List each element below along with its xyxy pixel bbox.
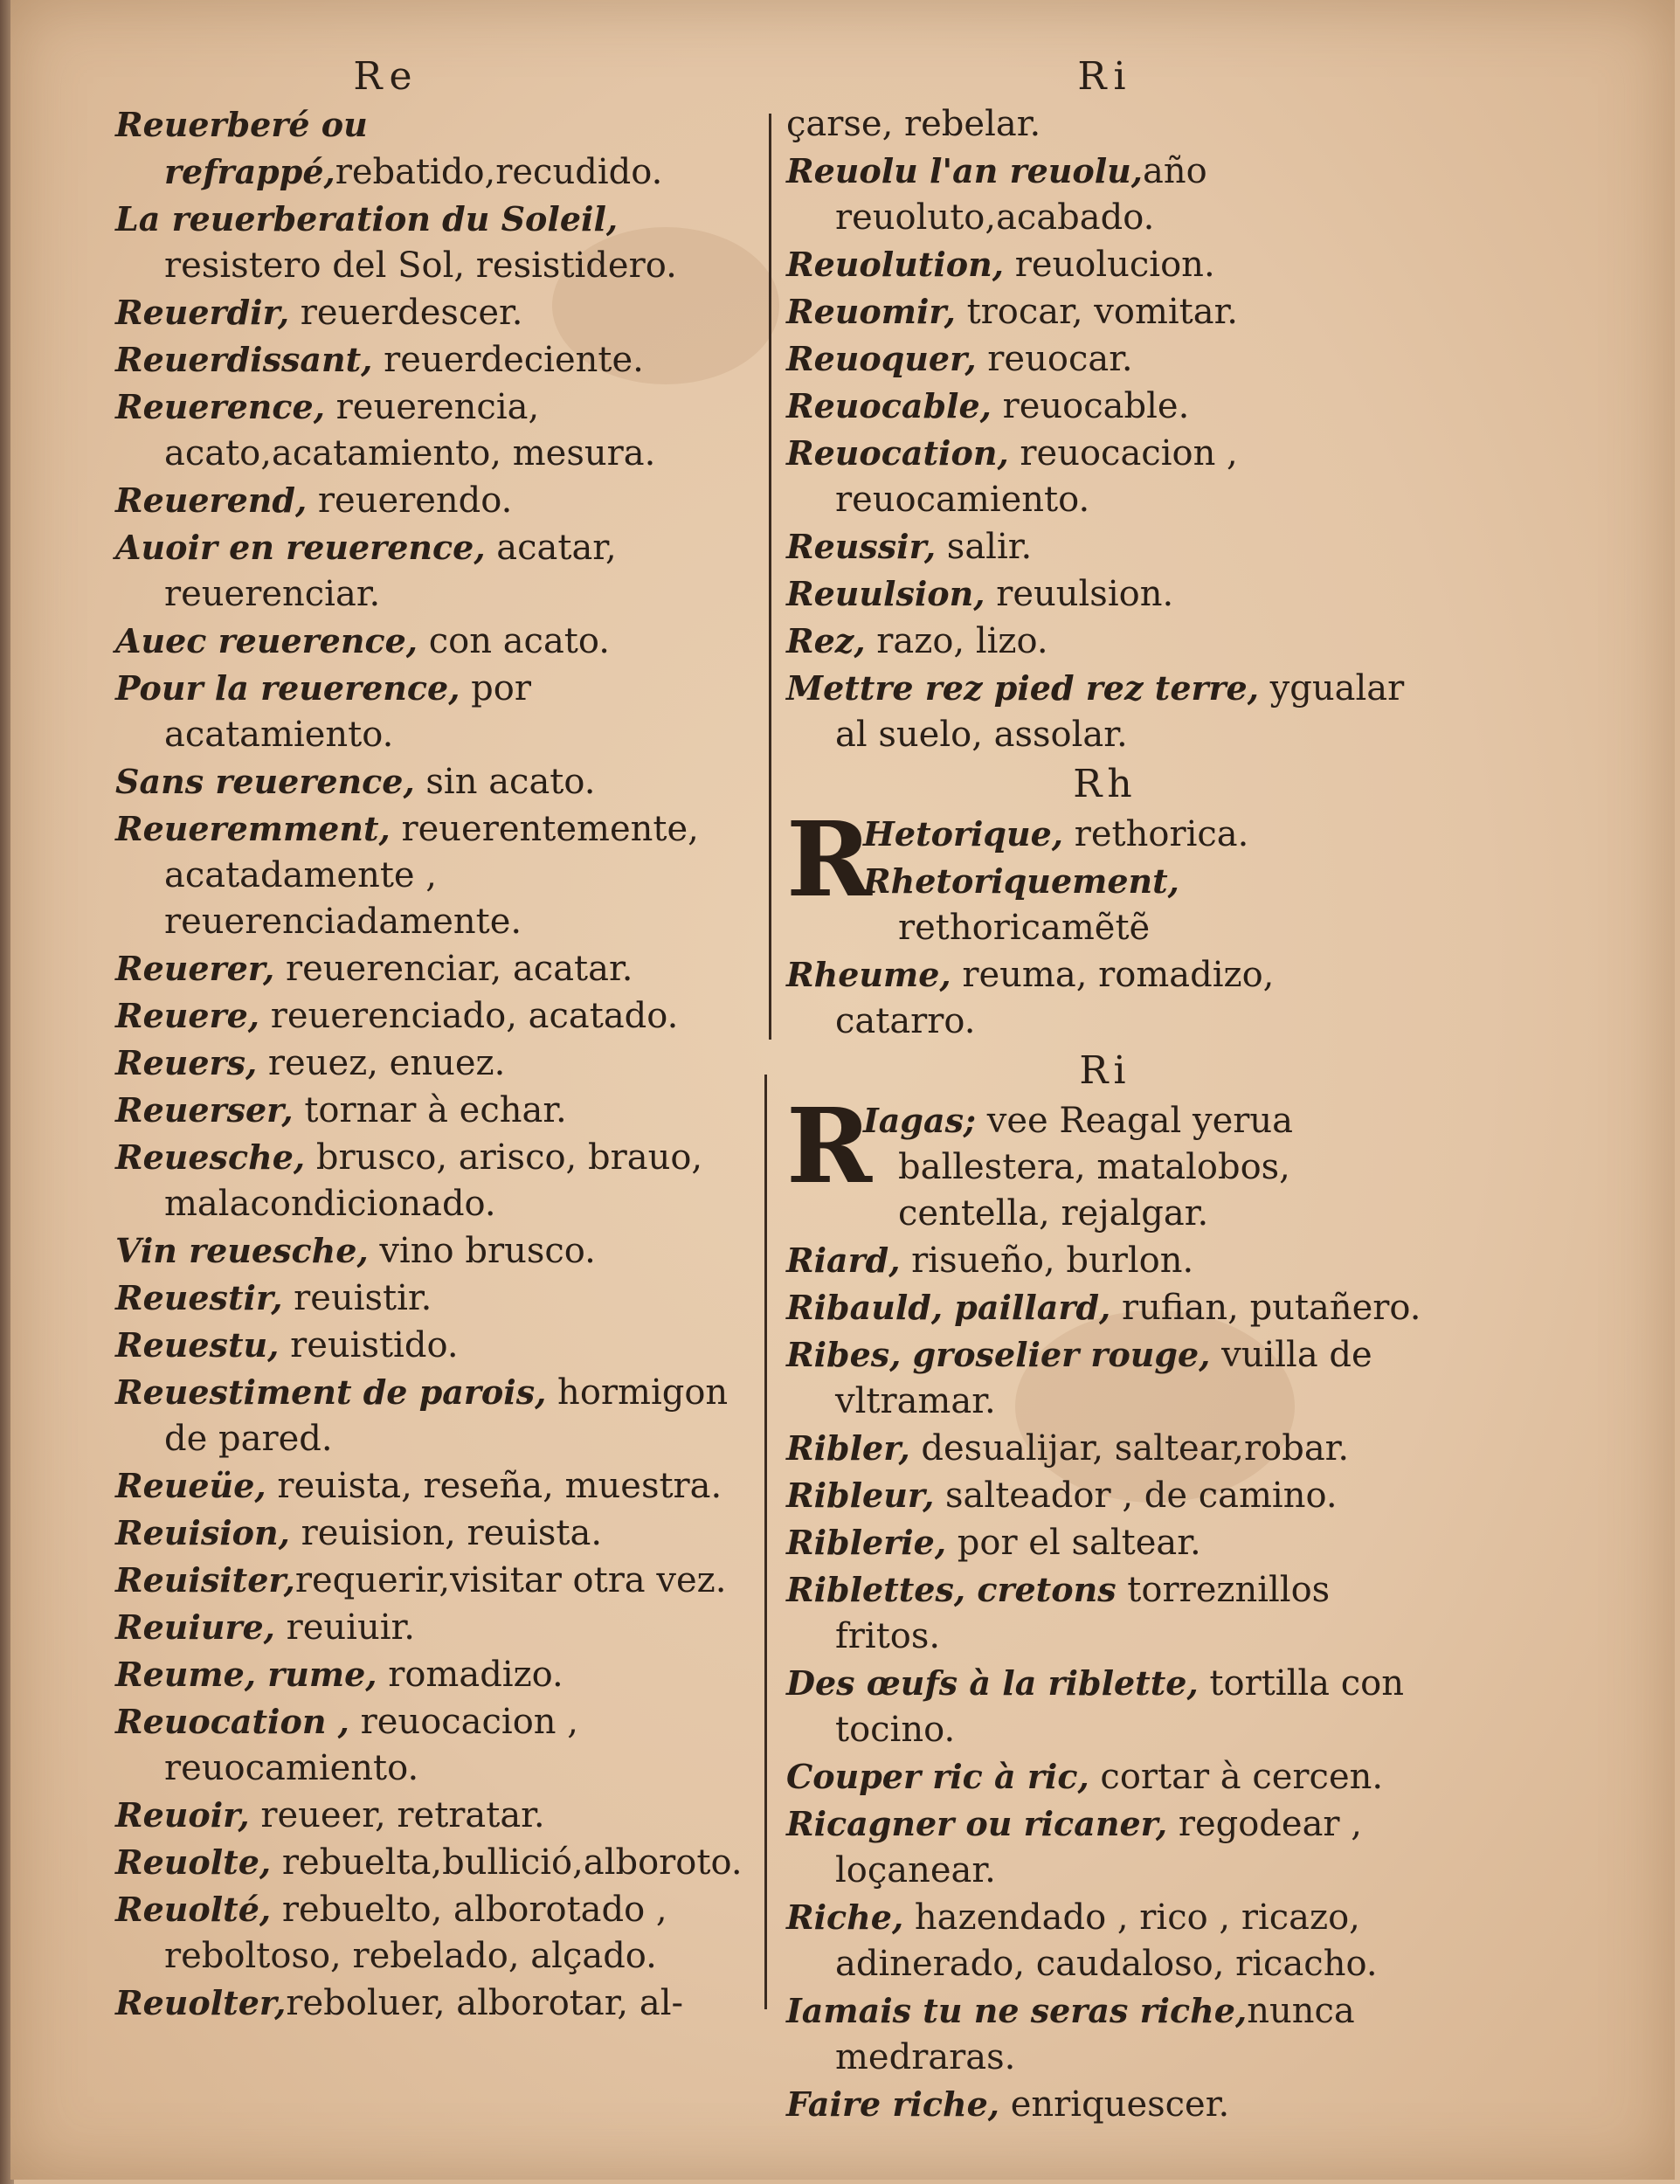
dictionary-entry [115, 336, 762, 384]
dictionary-entry [786, 241, 1424, 288]
entry-headword: Reuision, [115, 1513, 290, 1552]
dictionary-entry [115, 1322, 762, 1369]
right-entry-list [786, 101, 1424, 758]
entry-translation: regodear , loçanear. [835, 1804, 1362, 1890]
entry-translation: vuilla de vltramar. [835, 1335, 1372, 1421]
dictionary-entry [786, 1472, 1424, 1519]
entry-translation: torreznillos fritos. [835, 1570, 1331, 1656]
entry-headword: Reuesche, [115, 1137, 306, 1177]
dictionary-entry [786, 1237, 1424, 1284]
entry-translation: ygualar al suelo, assolar. [835, 668, 1405, 755]
entry-translation: brusco, arisco, brauo, malacondicionado. [164, 1137, 703, 1224]
entry-headword: Riblerie, [786, 1523, 947, 1562]
left-column [115, 54, 762, 2027]
dictionary-entry [786, 1987, 1424, 2081]
entry-headword: Reuerend, [115, 480, 308, 520]
dictionary-entry [786, 1800, 1424, 1894]
entry-headword: Couper ric à ric, [786, 1757, 1089, 1796]
entry-translation: salir. [936, 527, 1033, 567]
entry-headword: Riblettes, cretons [786, 1570, 1117, 1609]
dictionary-entry [115, 196, 762, 289]
entry-headword: Ribauld, paillard, [786, 1288, 1111, 1327]
entry-translation: hormigon de pared. [164, 1372, 729, 1459]
dictionary-entry [115, 1980, 762, 2027]
dictionary-entry [115, 524, 762, 618]
entry-translation: tortilla con tocino. [835, 1663, 1404, 1750]
entry-headword: Reuolution, [786, 245, 1004, 284]
entry-headword: Reuerence, [115, 387, 325, 426]
entry-translation: reuision, reuista. [289, 1513, 603, 1553]
entry-translation: enriquescer. [999, 2084, 1230, 2125]
entry-translation: vee Reagal yerua ballestera, matalobos, centella, rejalgar. [898, 1101, 1293, 1234]
entry-translation: reuista, reseña, muestra. [266, 1466, 722, 1506]
entry-headword: Reuolter, [115, 1983, 287, 2022]
entry-headword: Auoir en reuerence, [115, 528, 486, 567]
entry-headword: Iagas; [863, 1101, 977, 1140]
dictionary-entry [115, 477, 762, 524]
dictionary-entry [115, 1604, 762, 1651]
dictionary-entry [115, 1839, 762, 1886]
dictionary-entry [115, 1087, 762, 1134]
dictionary-entry [115, 665, 762, 758]
entry-headword: Reuisiter, [115, 1560, 295, 1600]
entry-translation: reuiuir. [274, 1607, 415, 1648]
entry-headword: Reuere, [115, 996, 259, 1035]
dictionary-entry [863, 858, 1424, 951]
entry-translation: requerir,visitar otra vez. [294, 1560, 727, 1600]
entry-translation: reuerdescer. [289, 293, 523, 333]
drop-cap-ri: R [786, 1085, 873, 1206]
entry-headword: Reuerer, [115, 949, 275, 988]
entry-translation: nunca medraras. [835, 1991, 1355, 2077]
entry-headword: Rheume, [786, 955, 951, 994]
entry-headword: Ribleur, [786, 1476, 935, 1515]
entry-translation: por el saltear. [946, 1523, 1201, 1563]
column-rule [764, 1075, 767, 2009]
entry-translation: reuocar. [976, 339, 1133, 379]
dictionary-entry [115, 1040, 762, 1087]
entry-headword: Reuolté, [115, 1890, 272, 1929]
entry-headword: Reuerser, [115, 1090, 294, 1130]
dictionary-entry [115, 992, 762, 1040]
entry-headword: Reuerberé ou refrappé, [115, 105, 368, 191]
dictionary-entry [863, 811, 1424, 858]
entry-headword: Reuocable, [786, 386, 992, 425]
dictionary-entry [115, 101, 762, 196]
dictionary-entry [115, 1698, 762, 1792]
dictionary-entry [786, 335, 1424, 383]
entry-translation: año reuoluto,acabado. [835, 151, 1207, 238]
dictionary-entry [786, 523, 1424, 570]
entry-translation: reuma, romadizo, catarro. [835, 955, 1275, 1041]
dictionary-entry [786, 1894, 1424, 1987]
section-ri-block [786, 1085, 1424, 2128]
dictionary-entry [786, 430, 1424, 523]
entry-translation: trocar, vomitar. [955, 292, 1239, 332]
entry-translation: rebatido,recudido. [335, 152, 663, 192]
running-head-left: Re [353, 54, 419, 99]
entry-translation: romadizo. [377, 1655, 563, 1695]
entry-translation: por acatamiento. [164, 668, 531, 755]
dictionary-entry [115, 1510, 762, 1557]
dictionary-entry [786, 618, 1424, 665]
dictionary-entry [786, 1519, 1424, 1566]
entry-translation: razo, lizo. [865, 621, 1048, 661]
entry-translation: reuolucion. [1004, 245, 1215, 285]
entry-headword: Reuulsion, [786, 574, 985, 613]
left-entry-list [115, 101, 762, 2027]
entry-translation: reuocacion , reuocamiento. [164, 1702, 578, 1788]
entry-headword: Auec reuerence, [115, 621, 418, 660]
entry-translation: rethorica. [1063, 814, 1249, 854]
entry-translation: con acato. [418, 621, 610, 661]
entry-headword: Reussir, [786, 527, 937, 566]
dictionary-entry [786, 1753, 1424, 1800]
dictionary-entry [115, 945, 762, 992]
entry-translation: reuocacion , reuocamiento. [835, 433, 1238, 520]
entry-translation: reuerendo. [307, 480, 513, 521]
entry-headword: Riard, [786, 1241, 901, 1280]
entry-headword: Reuocation , [115, 1702, 349, 1741]
entry-headword: Reuerdissant, [115, 340, 373, 379]
entry-headword: Reuiure, [115, 1607, 275, 1647]
entry-translation: vino brusco. [368, 1231, 596, 1271]
entry-translation: reuerencia, acato,acatamiento, mesura. [164, 387, 656, 473]
rh-entry-list [786, 811, 1424, 1045]
dictionary-entry [115, 805, 762, 945]
entry-translation: rufian, putañero. [1110, 1288, 1421, 1328]
entry-translation: reuerenciar, acatar. [274, 949, 633, 989]
entry-translation: hazendado , rico , ricazo, adinerado, caudaloso, ricacho. [835, 1897, 1378, 1984]
dictionary-entry [786, 570, 1424, 618]
entry-translation: rebuelto, alborotado , reboltoso, rebelado, alçado. [164, 1890, 667, 1976]
entry-headword: Sans reuerence, [115, 762, 415, 801]
entry-headword: Iamais tu ne seras riche, [786, 1991, 1248, 2030]
entry-translation: reuerdeciente. [372, 340, 644, 380]
dictionary-entry [115, 618, 762, 665]
entry-headword: Rhetoriquement, [863, 861, 1179, 901]
dictionary-entry [786, 665, 1424, 758]
entry-translation: çarse, rebelar. [786, 104, 1041, 144]
dictionary-entry [115, 384, 762, 477]
dictionary-entry [786, 288, 1424, 335]
entry-translation: reuerenciado, acatado. [259, 996, 679, 1036]
dictionary-entry [115, 1886, 762, 1980]
entry-headword: Reuolte, [115, 1842, 272, 1882]
entry-headword: Riche, [786, 1897, 904, 1937]
dictionary-entry [115, 1369, 762, 1462]
entry-translation: reuulsion. [985, 574, 1174, 614]
section-heading-ri: Ri [1079, 1048, 1131, 1093]
entry-translation: acatar, reuerenciar. [164, 528, 617, 614]
entry-translation: reuistido. [279, 1325, 459, 1365]
column-rule [769, 114, 771, 1040]
entry-headword: Reuocation, [786, 433, 1009, 473]
entry-translation: tornar à echar. [293, 1090, 567, 1130]
section-rh-block [786, 798, 1424, 1045]
dictionary-entry [786, 148, 1424, 241]
entry-headword: Des œufs à la riblette, [786, 1663, 1199, 1703]
entry-headword: Hetorique, [863, 814, 1064, 854]
dictionary-entry [863, 1097, 1424, 1237]
entry-headword: Reueüe, [115, 1466, 266, 1505]
ri-entry-list [786, 1097, 1424, 2128]
entry-headword: Reuoir, [115, 1795, 250, 1835]
entry-headword: Vin reuesche, [115, 1231, 369, 1270]
dictionary-entry [786, 1660, 1424, 1753]
entry-translation: reboluer, alborotar, al- [286, 1983, 684, 2023]
entry-headword: Faire riche, [786, 2084, 1000, 2124]
dictionary-entry [115, 1134, 762, 1227]
entry-headword: Reuolu l'an reuolu, [786, 151, 1144, 190]
entry-translation: rethoricamẽtẽ [898, 908, 1151, 948]
entry-headword: Rez, [786, 621, 866, 660]
entry-headword: Reuers, [115, 1043, 258, 1082]
dictionary-entry [786, 1566, 1424, 1660]
entry-headword: Reume, rume, [115, 1655, 377, 1694]
entry-headword: Reuestu, [115, 1325, 280, 1365]
dictionary-entry [786, 383, 1424, 430]
section-heading-rh: Rh [1073, 762, 1137, 806]
dictionary-entry [786, 951, 1424, 1045]
entry-headword: Ribler, [786, 1428, 910, 1468]
entry-translation: salteador , de camino. [934, 1476, 1338, 1516]
entry-translation: desualijar, saltear,robar. [909, 1428, 1350, 1469]
entry-headword: Ricagner ou ricaner, [786, 1804, 1168, 1843]
entry-headword: La reuerberation du Soleil, [115, 199, 619, 238]
dictionary-entry [786, 1284, 1424, 1331]
entry-translation: risueño, burlon. [900, 1241, 1194, 1281]
entry-translation: reueer, retratar. [249, 1795, 545, 1835]
dictionary-entry [786, 2081, 1424, 2128]
entry-translation: sin acato. [414, 762, 596, 802]
dictionary-entry [115, 1651, 762, 1698]
entry-headword: Reuerdir, [115, 293, 290, 332]
dictionary-entry [115, 289, 762, 336]
entry-headword: Reuoquer, [786, 339, 977, 378]
dictionary-entry [115, 1462, 762, 1510]
entry-translation: reuez, enuez. [257, 1043, 506, 1083]
drop-cap-rh: R [786, 798, 873, 920]
entry-headword: Pour la reuerence, [115, 668, 460, 708]
dictionary-entry [786, 1425, 1424, 1472]
entry-headword: Ribes, groselier rouge, [786, 1335, 1211, 1374]
entry-translation: resistero del Sol, resistidero. [164, 245, 677, 286]
right-column [786, 54, 1424, 2128]
entry-headword: Mettre rez pied rez terre, [786, 668, 1259, 708]
entry-headword: Reuestir, [115, 1278, 283, 1317]
entry-translation: reuistir. [282, 1278, 432, 1318]
dictionary-entry [115, 1557, 762, 1604]
entry-translation: reuerentemente, acatadamente , reuerenciadamente. [164, 809, 699, 942]
dictionary-entry [115, 1792, 762, 1839]
dictionary-entry [115, 1275, 762, 1322]
entry-headword: Reueremment, [115, 809, 391, 848]
entry-headword: Reuestiment de parois, [115, 1372, 547, 1412]
running-head-right: Ri [1077, 54, 1133, 99]
dictionary-entry [786, 1331, 1424, 1425]
dictionary-entry [786, 101, 1424, 148]
entry-translation: cortar à cercen. [1089, 1757, 1384, 1797]
entry-headword: Reuomir, [786, 292, 956, 331]
entry-translation: reuocable. [991, 386, 1190, 426]
dictionary-entry [115, 1227, 762, 1275]
entry-translation: rebuelta,bullició,alboroto. [271, 1842, 743, 1883]
dictionary-entry [115, 758, 762, 805]
